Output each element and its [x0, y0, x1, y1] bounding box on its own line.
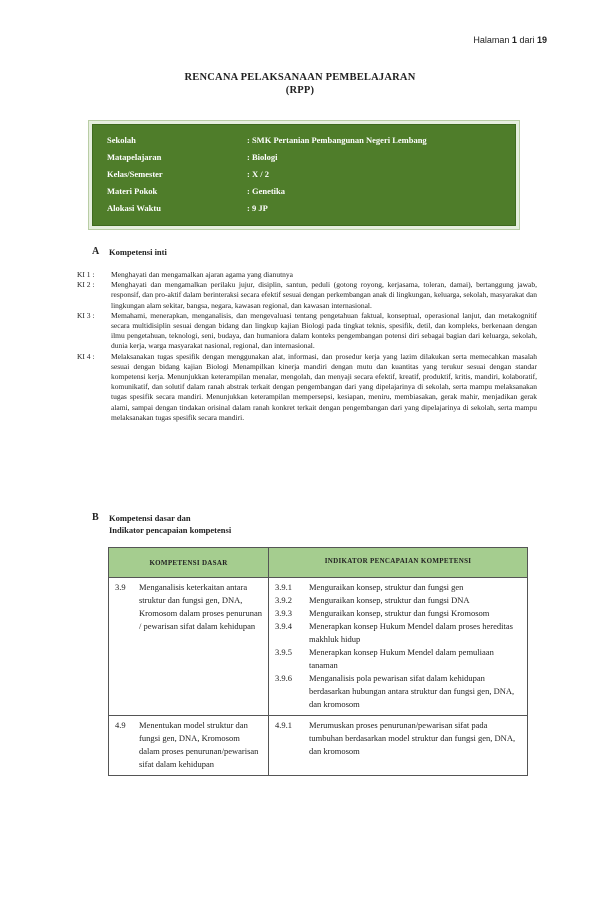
identity-row-class: Kelas/Semester : X / 2 — [107, 168, 269, 179]
header-indicators: INDIKATOR PENCAPAIAN KOMPETENSI — [269, 548, 528, 578]
ki-item: KI 2 : Menghayati dan mengamalkan perilaku jujur, disiplin, santun, peduli (gotong royong, kerjasama, toleran, damai), bertanggung jawab, responsif, dan pro-aktif dalam berinteraksi secara efektif sesuai dengan perkembangan anak di lingkungan, keluarga, sekolah, masyarakat dan lingkungan alam sekitar, bangsa, negara, kawasan regional, dan kawasan internasional. — [77, 280, 537, 310]
indicator-item: 3.9.2 Menguraikan konsep, struktur dan fungsi DNA — [275, 595, 470, 605]
identity-row-topic: Materi Pokok : Genetika — [107, 185, 286, 196]
indicator-item: 3.9.4 Menerapkan konsep Hukum Mendel dalam proses hereditas makhluk hidup — [275, 621, 513, 644]
ki-item: KI 1 : Menghayati dan mengamalkan ajaran agama yang dianutnya — [77, 270, 294, 279]
basic-competence-cell: 4.9 Menentukan model struktur dan fungsi gen, DNA, Kromosom dalam proses penurunan/pewarisan sifat dalam kehidupan — [109, 716, 269, 776]
table-header-row — [109, 548, 528, 578]
indicator-item: 3.9.1 Menguraikan konsep, struktur dan fungsi gen — [275, 582, 464, 592]
basic-competence-cell: 3.9 Menganalisis keterkaitan antara struktur dan fungsi gen, DNA, Kromosom dalam proses penurunan / pewarisan sifat dalam kehidupan — [109, 578, 269, 716]
indicator-cell — [269, 578, 528, 716]
ki-item: KI 3 : Memahami, menerapkan, menganalisis, dan mengevaluasi tentang pengetahuan faktual, konseptual, operasional lanjut, dan metakognitif secara multidisiplin sesuai dengan bidang dan lingkup kajian Biologi pada tingkat teknis, spesifik, detil, dan kompleks, berkenaan dengan ilmu pengetahuan, teknologi, seni, budaya, dan humaniora dalam konteks pengembangan potensi diri sebagai bagian dari keluarga, sekolah, dunia kerja, warga masyarakat nasional, regional, dan internasional. — [77, 310, 537, 351]
document-title — [0, 71, 600, 97]
competence-table — [108, 547, 528, 776]
indicator-item: 3.9.5 Menerapkan konsep Hukum Mendel dalam pemuliaan tanaman — [275, 647, 494, 670]
document-title-line2: (RPP) — [285, 85, 315, 96]
document-title-line1: RENCANA PELAKSANAAN PEMBELAJARAN — [184, 72, 416, 83]
section-a-heading: A Kompetensi inti — [92, 246, 167, 257]
identity-row-time: Alokasi Waktu : 9 JP — [107, 202, 268, 213]
ki-item: KI 4 : Melaksanakan tugas spesifik dengan menggunakan alat, informasi, dan prosedur kerja yang lazim dilakukan serta memecahkan masalah sesuai dengan bidang kajian Biologi Menampilkan kinerja mandiri dengan mutu dan kuantitas yang terukur sesuai dengan standar kompetensi kerja. Menunjukkan keterampilan menalar, mengolah, dan menyaji secara efektif, kreatif, produktif, kritis, mandiri, kolaboratif, komunikatif, dan solutif dalam ranah abstrak terkait dengan pengembangan dari yang dipelajarinya di sekolah, serta mampu melaksanakan tugas spesifik secara mandiri. Menunjukkan keterampilan mempersepsi, kesiapan, meniru, membiasakan, gerak mahir, menjadikan gerak alami, sampai dengan tindakan orisinal dalam ranah konkret terkait dengan pengembangan dari yang dipelajarinya di sekolah, serta mampu melaksanakan tugas spesifik secara mandiri. — [77, 351, 537, 422]
page-number: Halaman 1 dari 19 — [473, 35, 547, 45]
table-row — [109, 578, 528, 716]
indicator-item: 4.9.1 Merumuskan proses penurunan/pewarisan sifat pada tumbuhan berdasarkan model struktur dan fungsi gen, DNA, dan kromosom — [275, 720, 516, 756]
header-basic-competence: KOMPETENSI DASAR — [109, 548, 269, 578]
identity-row-school: Sekolah : SMK Pertanian Pembangunan Negeri Lembang — [107, 134, 427, 145]
table-row — [109, 716, 528, 776]
section-b-heading: B Kompetensi dasar dan Indikator pencapaian kompetensi — [92, 512, 232, 535]
core-competence-list — [77, 270, 537, 423]
identity-box — [92, 124, 516, 226]
indicator-cell — [269, 716, 528, 776]
identity-row-subject: Matapelajaran : Biologi — [107, 151, 278, 162]
indicator-item: 3.9.3 Menguraikan konsep, struktur dan fungsi Kromosom — [275, 608, 490, 618]
indicator-item: 3.9.6 Menganalisis pola pewarisan sifat dalam kehidupan berdasarkan hubungan antara struktur dan fungsi gen, DNA, dan kromosom — [275, 673, 515, 709]
